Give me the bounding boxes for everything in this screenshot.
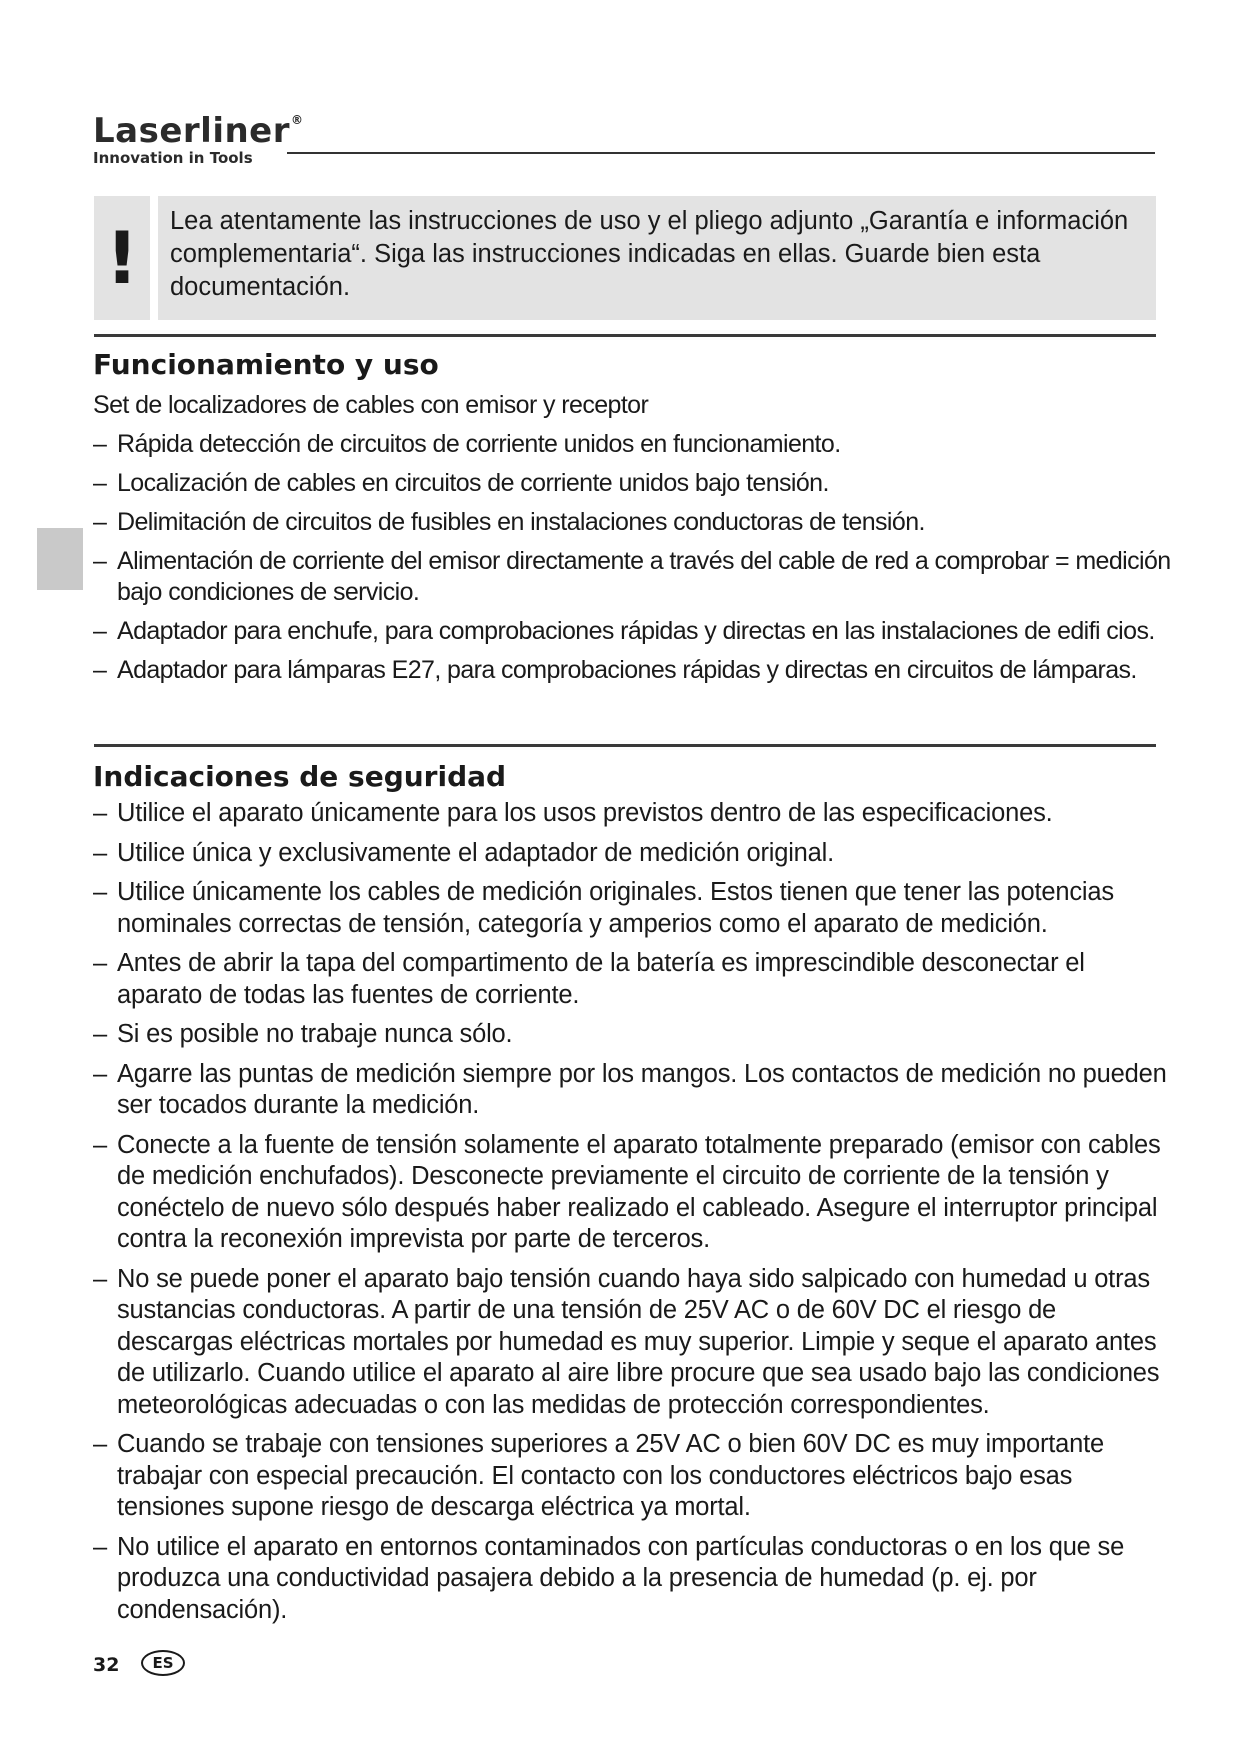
language-badge: ES — [141, 1650, 185, 1676]
list-item: – Rápida detección de circuitos de corriente unidos en funcionamiento. — [93, 430, 841, 458]
list-item: – Antes de abrir la tapa del compartimento de la batería es imprescindible desconectar el aparato de todas las fuentes de corriente. — [93, 949, 1085, 1009]
header-divider — [287, 152, 1155, 154]
list-item: – Utilice el aparato únicamente para los usos previstos dentro de las especificaciones. — [93, 799, 1053, 827]
list-item: – Delimitación de circuitos de fusibles en instalaciones conductoras de tensión. — [93, 508, 925, 536]
notice-text: Lea atentamente las instrucciones de uso y el pliego adjunto „Garantía e información complementaria“. Siga las instrucciones indicadas en ellas. Guarde bien esta documentación. — [170, 207, 1129, 301]
section-divider — [94, 334, 1156, 337]
page-number: 32 — [93, 1654, 120, 1676]
list-item: – Agarre las puntas de medición siempre por los mangos. Los contactos de medición no pueden ser tocados durante la medición. — [93, 1059, 1167, 1119]
list-item: – Conecte a la fuente de tensión solamente el aparato totalmente preparado (emisor con cables de medición enchufados). Desconecte previamente el circuito de corriente de la tensión y conéctelo de nuevo sólo después haber realizado el cableado. Asegure el interruptor principal contra la reconexión imprevista por parte de terceros. — [93, 1130, 1161, 1253]
list-item: – Utilice única y exclusivamente el adaptador de medición original. — [93, 838, 834, 867]
seguridad-list — [93, 798, 1173, 1634]
list-item: – Utilice únicamente los cables de medición originales. Estos tienen que tener las potencias nominales correctas de tensión, categoría y amperios como el aparato de medición. — [93, 878, 1114, 938]
list-item: – Adaptador para lámparas E27, para comprobaciones rápidas y directas en circuitos de lámparas. — [93, 656, 1137, 684]
list-item: – No utilice el aparato en entornos contaminados con partículas conductoras o en los que se produzca una conductividad pasajera debido a la presencia de humedad (p. ej. por condensación). — [93, 1532, 1125, 1624]
section-title-funcionamiento: Funcionamiento y uso — [93, 348, 439, 381]
list-item: – No se puede poner el aparato bajo tensión cuando haya sido salpicado con humedad u otras sustancias conductoras. A partir de una tensión de 25V AC o de 60V DC el riesgo de descargas eléctricas mortales por humedad es muy superior. Limpie y seque el aparato antes de utilizarlo. Cuando utilice el aparato al aire libre procure que sea usado bajo las condiciones meteorológicas adecuadas o con las medidas de protección correspondientes. — [93, 1264, 1160, 1419]
warning-exclamation-icon: ! — [94, 196, 150, 320]
section-divider — [94, 744, 1156, 747]
section-title-seguridad: Indicaciones de seguridad — [93, 760, 507, 793]
section-side-tab — [37, 528, 83, 590]
brand-name: Laserliner — [93, 111, 291, 151]
list-item: – Adaptador para enchufe, para comprobaciones rápidas y directas en las instalaciones de edifi cios. — [93, 617, 1155, 645]
registered-mark: ® — [291, 113, 304, 127]
funcionamiento-intro: Set de localizadores de cables con emisor y receptor — [93, 391, 649, 419]
list-item: – Alimentación de corriente del emisor directamente a través del cable de red a comprobar = medición bajo condiciones de servicio. — [93, 547, 1171, 606]
list-item: – Si es posible no trabaje nunca sólo. — [93, 1020, 513, 1048]
brand-tagline: Innovation in Tools — [93, 149, 253, 167]
funcionamiento-list — [93, 390, 1173, 694]
list-item: – Cuando se trabaje con tensiones superiores a 25V AC o bien 60V DC es muy importante trabajar con especial precaución. El contacto con los conductores eléctricos bajo esas tensiones supone riesgo de descarga eléctrica ya mortal. — [93, 1430, 1104, 1521]
brand-logo — [93, 100, 304, 167]
list-item: – Localización de cables en circuitos de corriente unidos bajo tensión. — [93, 469, 829, 497]
